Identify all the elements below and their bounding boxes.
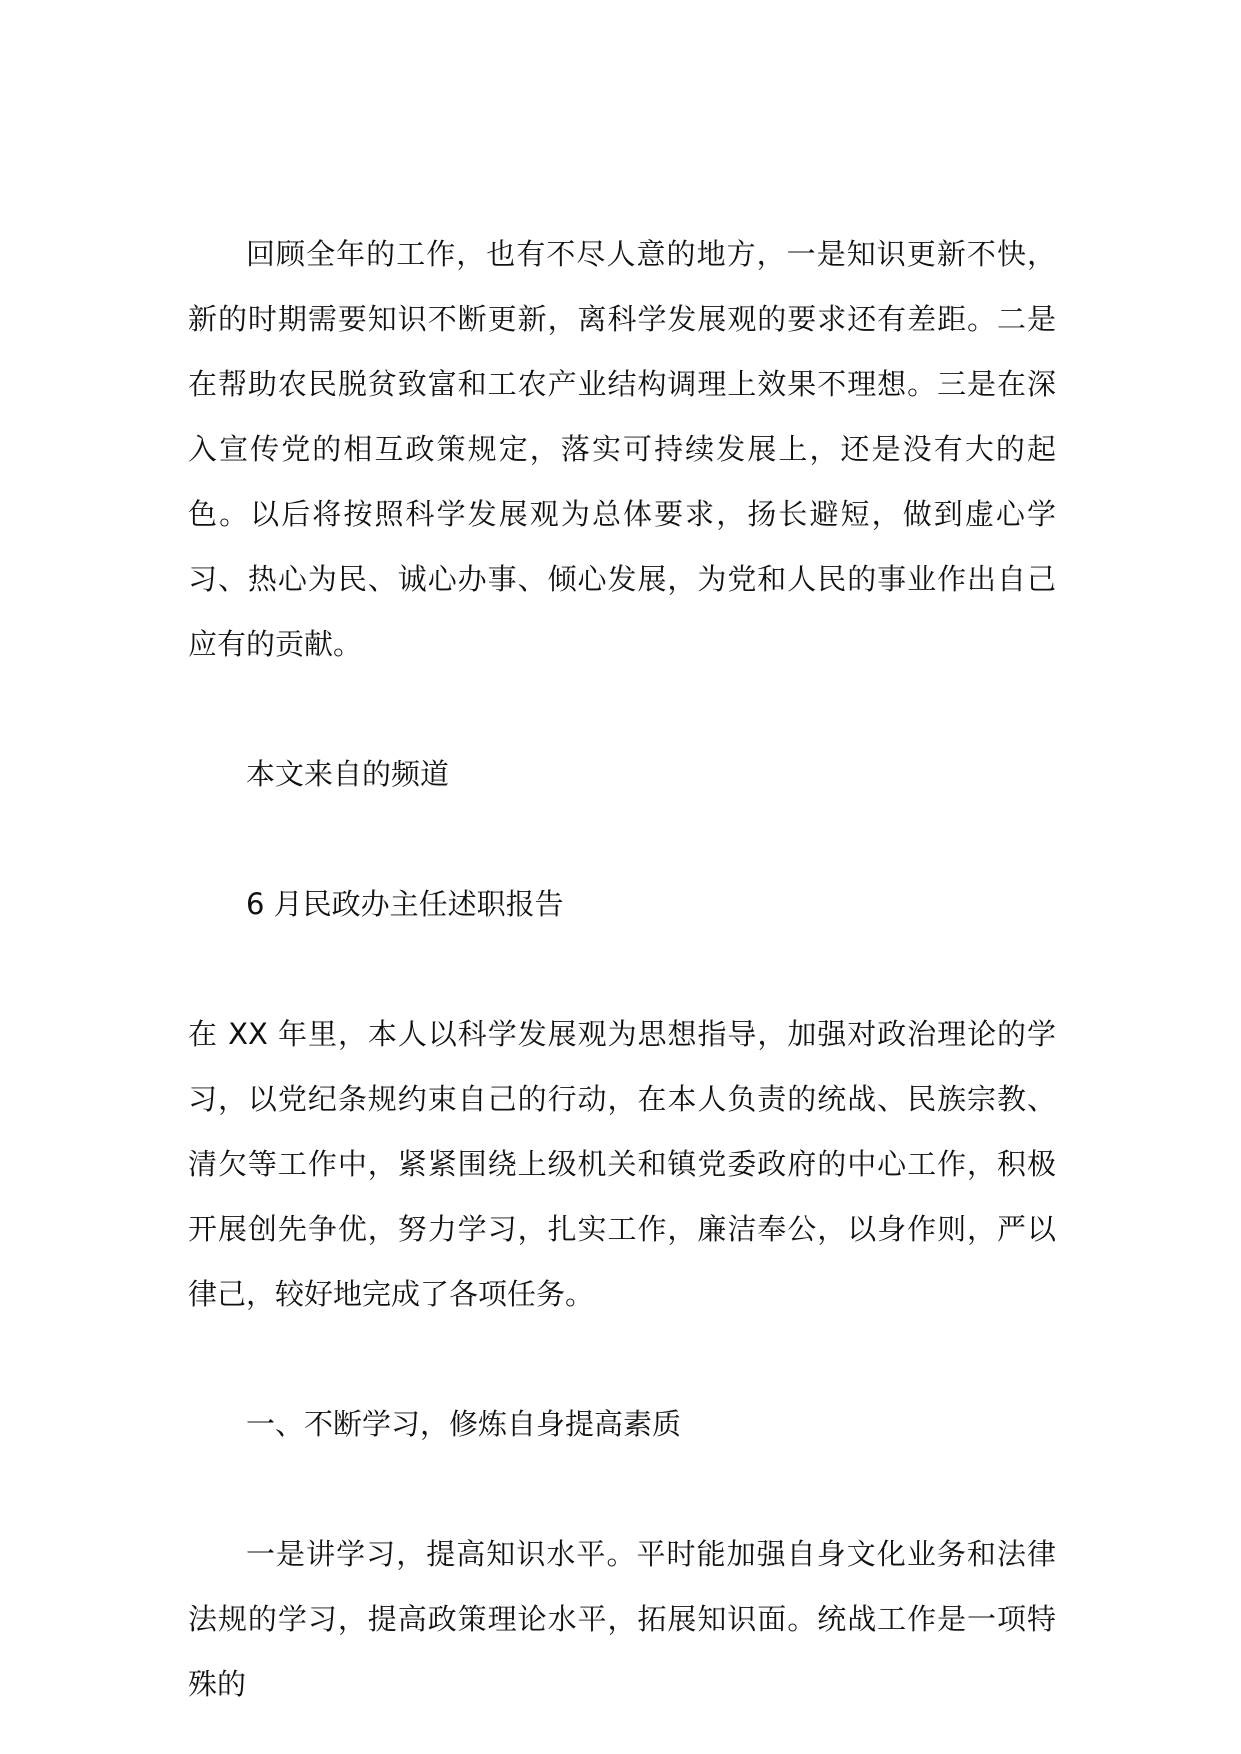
review-paragraph: 回顾全年的工作，也有不尽人意的地方，一是知识更新不快，新的时期需要知识不断更新，离科学发展观的要求还有差距。二是在帮助农民脱贫致富和工农产业结构调理上效果不理想。三是在深入宣传党的相互政策规定，落实可持续发展上，还是没有大的起色。以后将按照科学发展观为总体要求，扬长避短，做到虚心学习、热心为民、诚心办事、倾心发展，为党和人民的事业作出自己应有的贡献。 — [188, 237, 1056, 661]
intro-paragraph: 在 XX 年里，本人以科学发展观为思想指导，加强对政治理论的学习，以党纪条规约束自己的行动，在本人负责的统战、民族宗教、清欠等工作中，紧紧围绕上级机关和镇党委政府的中心工作，积极开展创先争优，努力学习，扎实工作，廉洁奉公，以身作则，严以律己，较好地完成了各项任务。 — [188, 1017, 1056, 1311]
source-note: 本文来自的频道 — [246, 757, 450, 791]
section-body-paragraph: 一是讲学习，提高知识水平。平时能加强自身文化业务和法律法规的学习，提高政策理论水平，拓展知识面。统战工作是一项特殊的 — [188, 1537, 1056, 1701]
document-body — [188, 222, 1056, 1717]
report-title: 6 月民政办主任述职报告 — [246, 887, 564, 921]
section-heading: 一、不断学习，修炼自身提高素质 — [246, 1407, 682, 1441]
